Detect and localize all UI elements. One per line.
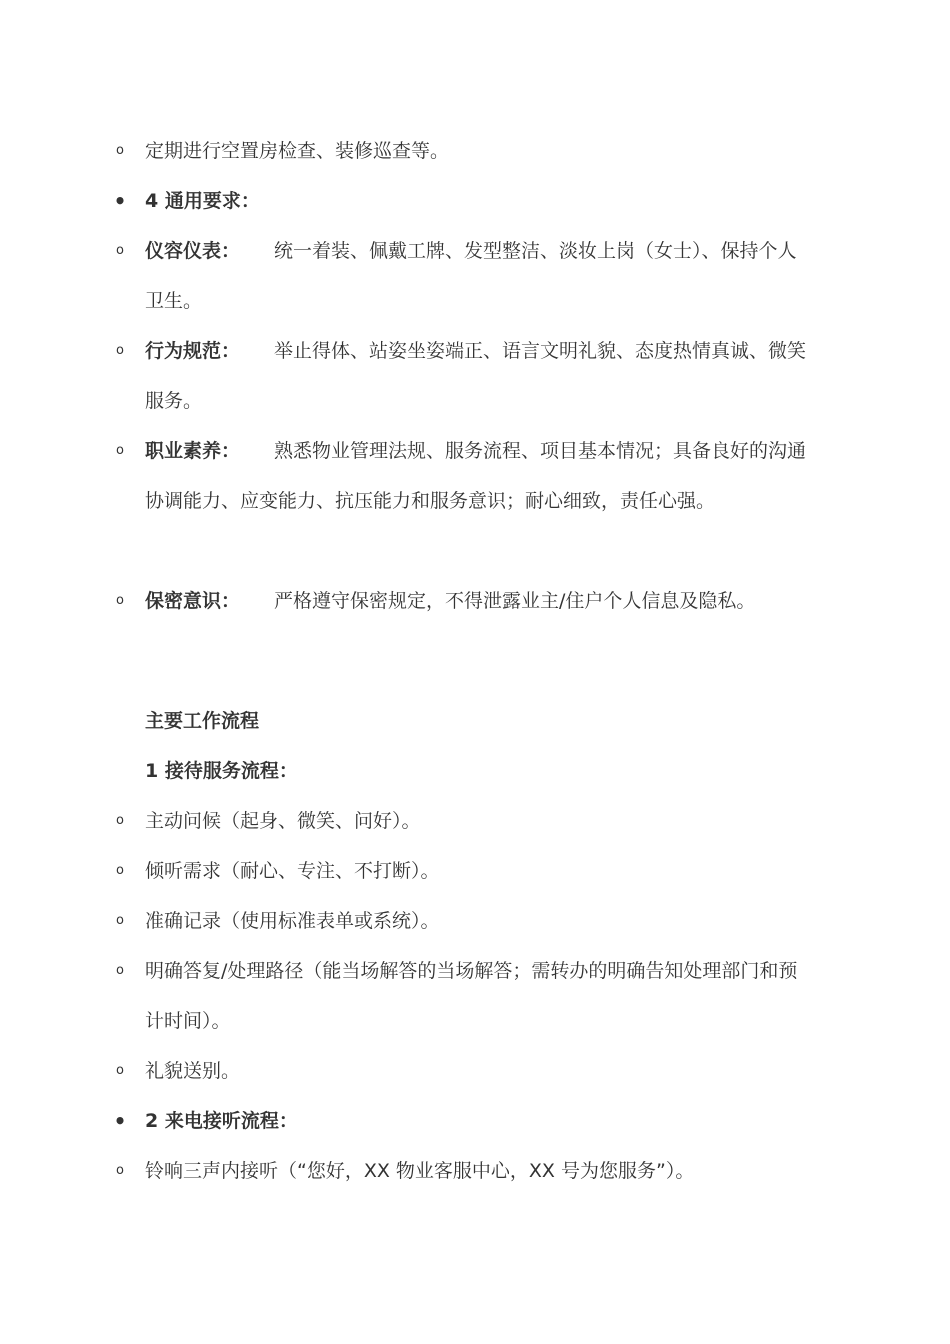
circle-bullet-icon: o [116, 443, 124, 458]
disc-bullet-icon: • [113, 1109, 127, 1133]
list-item-text: 严格遵守保密规定，不得泄露业主/住户个人信息及隐私。 [274, 590, 756, 612]
list-item [116, 1046, 810, 1096]
list-item-text: 明确答复/处理路径（能当场解答的当场解答；需转办的明确告知处理部门和预计时间）。 [145, 960, 798, 1032]
list-item-text: 定期进行空置房检查、装修巡查等。 [145, 140, 450, 162]
list-item-text: 准确记录（使用标准表单或系统）。 [145, 910, 440, 932]
list-item [116, 896, 810, 946]
circle-bullet-icon: o [116, 593, 124, 608]
list-item-text: 统一着装、佩戴工牌、发型整洁、淡妆上岗（女士）、保持个人卫生。 [145, 240, 797, 312]
circle-bullet-icon: o [116, 963, 124, 978]
item-label: 职业素养： [145, 440, 241, 462]
list-item-text: 倾听需求（耐心、专注、不打断）。 [145, 860, 440, 882]
circle-bullet-icon: o [116, 343, 124, 358]
list-item [113, 1096, 810, 1146]
item-label: 保密意识： [145, 590, 241, 612]
list-item [116, 226, 810, 326]
list-item [113, 176, 810, 226]
section-subheading: 2 来电接听流程： [145, 1110, 298, 1132]
circle-bullet-icon: o [116, 813, 124, 828]
circle-bullet-icon: o [116, 1063, 124, 1078]
list-item [116, 126, 810, 176]
list-item-text: 熟悉物业管理法规、服务流程、项目基本情况；具备良好的沟通协调能力、应变能力、抗压能力和服务意识；耐心细致，责任心强。 [145, 440, 807, 512]
subheading-row [145, 746, 810, 796]
circle-bullet-icon: o [116, 1163, 124, 1178]
list-item [116, 576, 810, 626]
list-item [116, 326, 810, 426]
circle-bullet-icon: o [116, 913, 124, 928]
list-item [116, 1146, 825, 1196]
list-item [116, 796, 810, 846]
list-item-text: 礼貌送别。 [145, 1060, 241, 1082]
list-item [116, 946, 810, 1046]
disc-bullet-icon: • [113, 189, 127, 213]
list-item [116, 426, 810, 526]
item-label: 仪容仪表： [145, 240, 241, 262]
list-item-text: 主动问候（起身、微笑、问好）。 [145, 810, 421, 832]
item-label: 行为规范： [145, 340, 241, 362]
circle-bullet-icon: o [116, 863, 124, 878]
circle-bullet-icon: o [116, 243, 124, 258]
section-subheading: 1 接待服务流程： [145, 760, 298, 782]
list-item-text: 铃响三声内接听（“您好，XX 物业客服中心，XX 号为您服务”）。 [145, 1160, 695, 1182]
section-heading-row [145, 696, 810, 746]
list-item-text: 举止得体、站姿坐姿端正、语言文明礼貌、态度热情真诚、微笑服务。 [145, 340, 807, 412]
section-subheading: 4 通用要求： [145, 190, 260, 212]
section-heading: 主要工作流程 [145, 710, 260, 732]
list-item [116, 846, 810, 896]
circle-bullet-icon: o [116, 143, 124, 158]
